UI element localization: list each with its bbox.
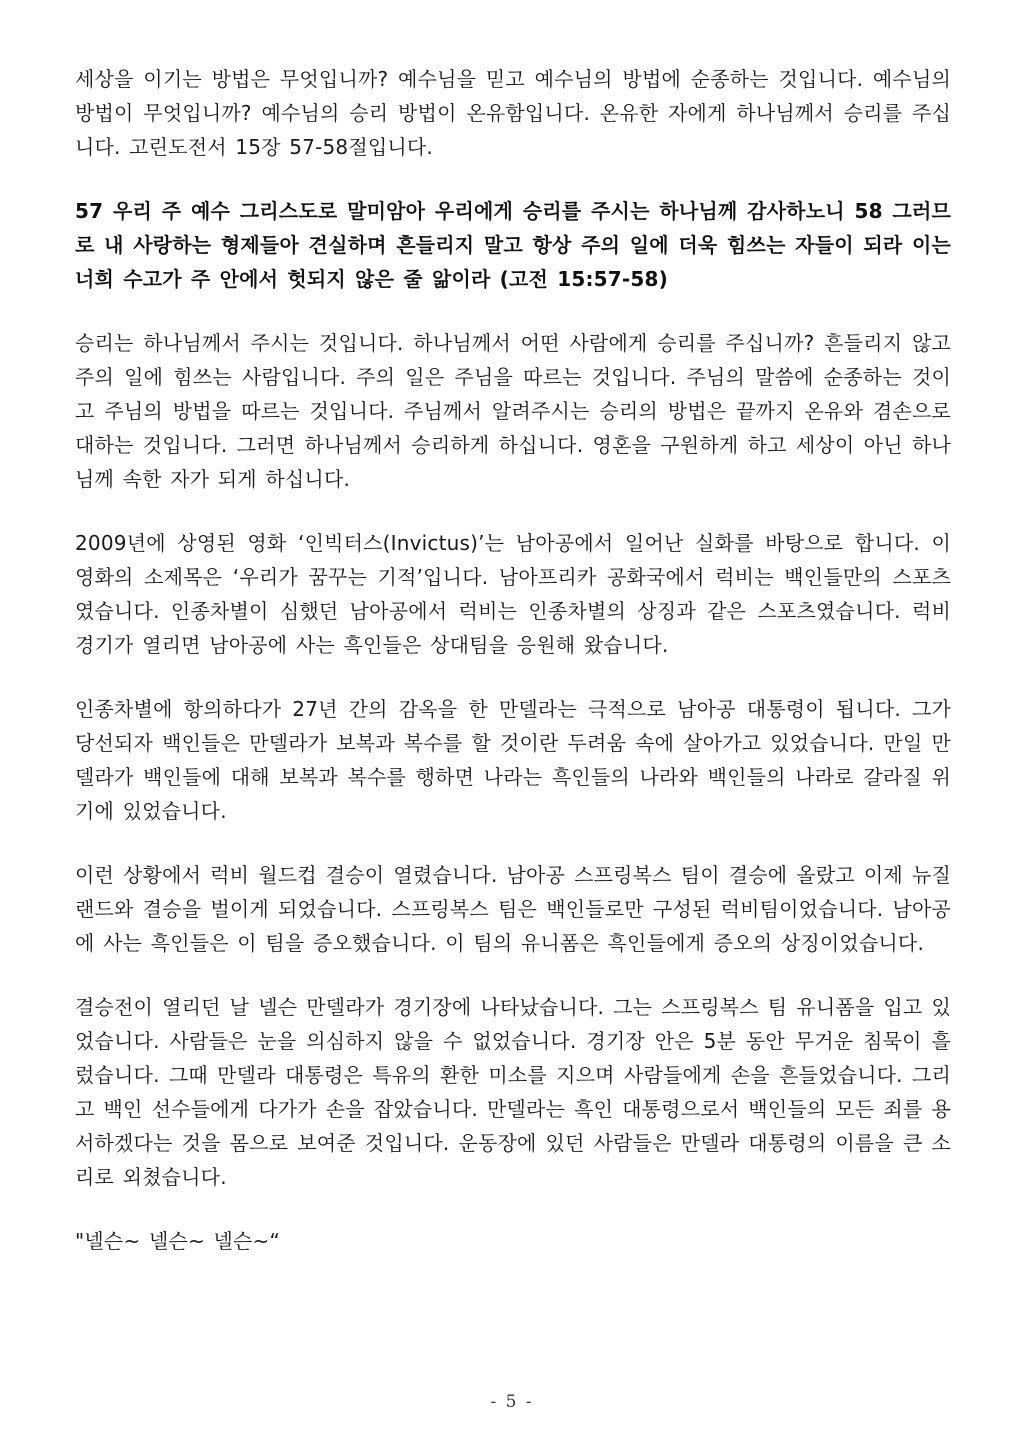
paragraph: 세상을 이기는 방법은 무엇입니까? 예수님을 믿고 예수님의 방법에 순종하는 것입니다. 예수님의 방법이 무엇입니까? 예수님의 승리 방법이 온유함입니다. 온유한 자에게 하나님께서 승리를 주십니다. 고린도전서 15장 57-58절입니다. [75, 67, 951, 159]
paragraph: 이런 상황에서 럭비 월드컵 결승이 열렸습니다. 남아공 스프링복스 팀이 결승에 올랐고 이제 뉴질랜드와 결승을 벌이게 되었습니다. 스프링복스 팀은 백인들로만 구성된 럭비팀이었습니다. 남아공에 사는 흑인들은 이 팀을 증오했습니다. 이 팀의 유니폼은 흑인들에게 증오의 상징이었습니다. [75, 863, 951, 955]
chant-line: "넬슨~ 넬슨~ 넬슨~“ [75, 1229, 281, 1253]
paragraph: 승리는 하나님께서 주시는 것입니다. 하나님께서 어떤 사람에게 승리를 주십니까? 흔들리지 않고 주의 일에 힘쓰는 사람입니다. 주의 일은 주님을 따르는 것입니다. 주님의 말씀에 순종하는 것이고 주님의 방법을 따르는 것입니다. 주님께서 알려주시는 승리의 방법은 끝까지 온유와 겸손으로 대하는 것입니다. 그러면 하나님께서 승리하게 하십니다. 영혼을 구원하게 하고 세상이 아닌 하나님께 속한 자가 되게 하십니다. [75, 331, 951, 491]
paragraph: 2009년에 상영된 영화 ‘인빅터스(Invictus)’는 남아공에서 일어난 실화를 바탕으로 합니다. 이 영화의 소제목은 ‘우리가 꿈꾸는 기적’입니다. 남아프리카 공화국에서 럭비는 백인들만의 스포츠였습니다. 인종차별이 심했던 남아공에서 럭비는 인종차별의 상징과 같은 스포츠였습니다. 럭비 경기가 열리면 남아공에 사는 흑인들은 상대팀을 응원해 왔습니다. [75, 531, 951, 657]
document-body [75, 62, 951, 1258]
scripture-quote: 57 우리 주 예수 그리스도로 말미암아 우리에게 승리를 주시는 하나님께 감사하노니 58 그러므로 내 사랑하는 형제들아 견실하며 흔들리지 말고 항상 주의 일에 더욱 힘쓰는 자들이 되라 이는 너희 수고가 주 안에서 헛되지 않은 줄 앎이라 (고전 15:57-58) [75, 199, 951, 291]
page-number: - 5 - [490, 1392, 534, 1412]
paragraph: 결승전이 열리던 날 넬슨 만델라가 경기장에 나타났습니다. 그는 스프링복스 팀 유니폼을 입고 있었습니다. 사람들은 눈을 의심하지 않을 수 없었습니다. 경기장 안은 5분 동안 무거운 침묵이 흘렀습니다. 그때 만델라 대통령은 특유의 환한 미소를 지으며 사람들에게 손을 흔들었습니다. 그리고 백인 선수들에게 다가가 손을 잡았습니다. 만델라는 흑인 대통령으로서 백인들의 모든 죄를 용서하겠다는 것을 몸으로 보여준 것입니다. 운동장에 있던 사람들은 만델라 대통령의 이름을 큰 소리로 외쳤습니다. [75, 995, 951, 1189]
paragraph: 인종차별에 항의하다가 27년 간의 감옥을 한 만델라는 극적으로 남아공 대통령이 됩니다. 그가 당선되자 백인들은 만델라가 보복과 복수를 할 것이란 두려움 속에 살아가고 있었습니다. 만일 만델라가 백인들에 대해 보복과 복수를 행하면 나라는 흑인들의 나라와 백인들의 나라로 갈라질 위기에 있었습니다. [75, 697, 951, 823]
